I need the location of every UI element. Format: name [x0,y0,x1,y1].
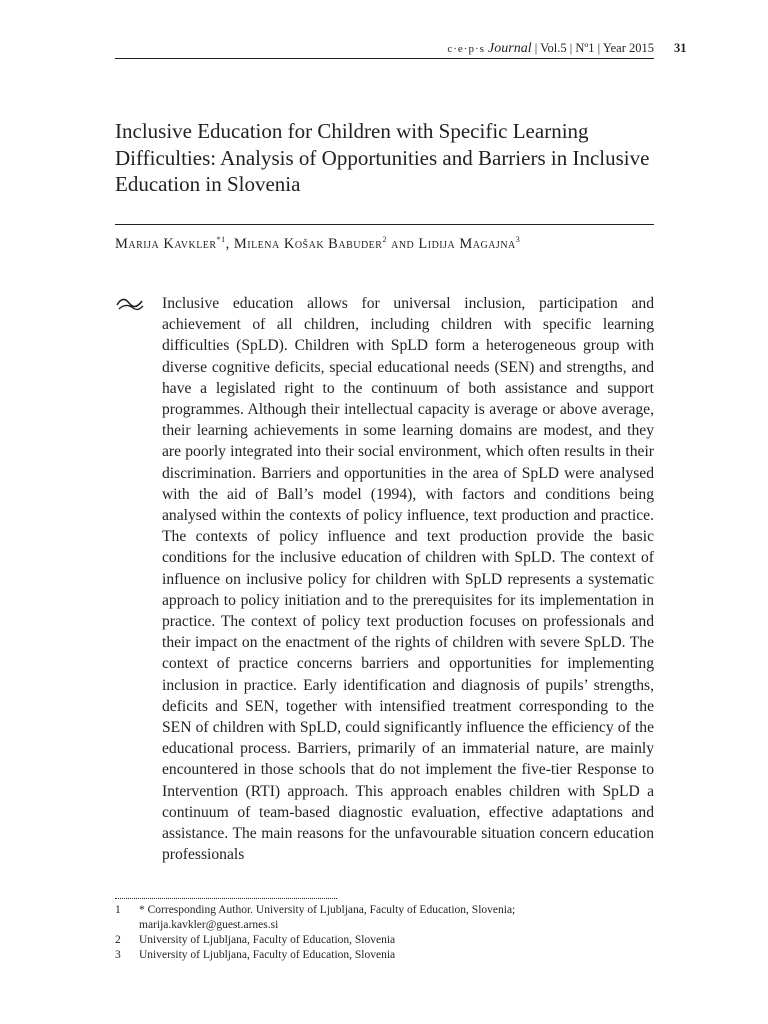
author-separator: and [386,235,419,252]
author-separator: , [225,235,234,252]
author-list [115,231,675,253]
footnote-number: 2 [115,934,121,946]
article-title: Inclusive Education for Children with Specific Learning Difficulties: Analysis of Opportunities and Barriers in Inclusive Education in Slovenia [115,119,650,196]
journal-name: Journal [488,41,532,56]
footnote-text: * Corresponding Author. University of Ljubljana, Faculty of Education, Slovenia; [139,904,516,916]
author-name: Marija Kavkler [115,235,217,252]
title-rule [115,224,654,225]
footnote [115,903,675,933]
journal-issue: | Vol.5 | Nº1 | Year 2015 [531,41,654,55]
author-mark: *1 [216,235,226,244]
footnotes [115,903,675,963]
footnote-text: University of Ljubljana, Faculty of Education, Slovenia [139,949,396,961]
abstract-text: Inclusive education allows for universal inclusion, participation and achievement of all children, including children with specific learning difficulties (SpLD). Children with SpLD form a heterogeneous group with diverse cognitive deficits, special educational needs (SEN) and strengths, and have a legislated right to the continuum of both assistance and support programmes. Although their intellectual capacity is average or above average, their learning achievements in some learning domains are modest, and they are poorly integrated into their social environment, which often results in their discrimination. Barriers and opportunities in the area of SpLD were analysed with the aid of Ball’s model (1994), with factors and conditions being analysed within the contexts of policy influence, text production and practice. The contexts of policy influence and text production provide the basic conditions for the inclusive education of children with SpLD. The context of influence on inclusive policy for children with SpLD represents a systematic approach to policy initiation and to the prerequisites for its implementation in practice. The context of policy text production focuses on professionals and their impact on the enactment of the rights of children with severe SpLD. The context of practice concerns barriers and opportunities for implementing inclusion in practice. Early identification and diagnosis of pupils’ strengths, deficits and SEN, together with intensified treatment corresponding to the SEN of children with SpLD, could significantly influence the efficiency of the educational process. Barriers, primarily of an immaterial nature, are mainly encountered in those schools that do not implement the five-tier Response to Intervention (RTI) approach. This approach enables children with SpLD a continuum of team-based diagnostic evaluation, effective adaptations and assistance. The main reasons for the unfavourable situation concern education professionals [162,295,654,864]
author-name: Milena Košak Babuder [233,235,383,252]
page-number: 31 [674,41,687,55]
journal-prefix: c·e·p·s [447,43,485,55]
footnote-rule [115,898,337,899]
header-rule [115,58,654,59]
author-mark: 2 [382,235,387,244]
author-name: Lidija Magajna [418,235,516,252]
footnote-number: 3 [115,949,121,961]
abstract-ornament-icon [115,296,145,312]
author-mark: 3 [515,235,521,244]
running-header [115,40,654,57]
footnote [115,948,675,963]
footnote-email: marija.kavkler@guest.arnes.si [139,919,279,931]
footnote-text: University of Ljubljana, Faculty of Education, Slovenia [139,934,396,946]
footnote [115,933,675,948]
footnote-number: 1 [115,904,121,916]
